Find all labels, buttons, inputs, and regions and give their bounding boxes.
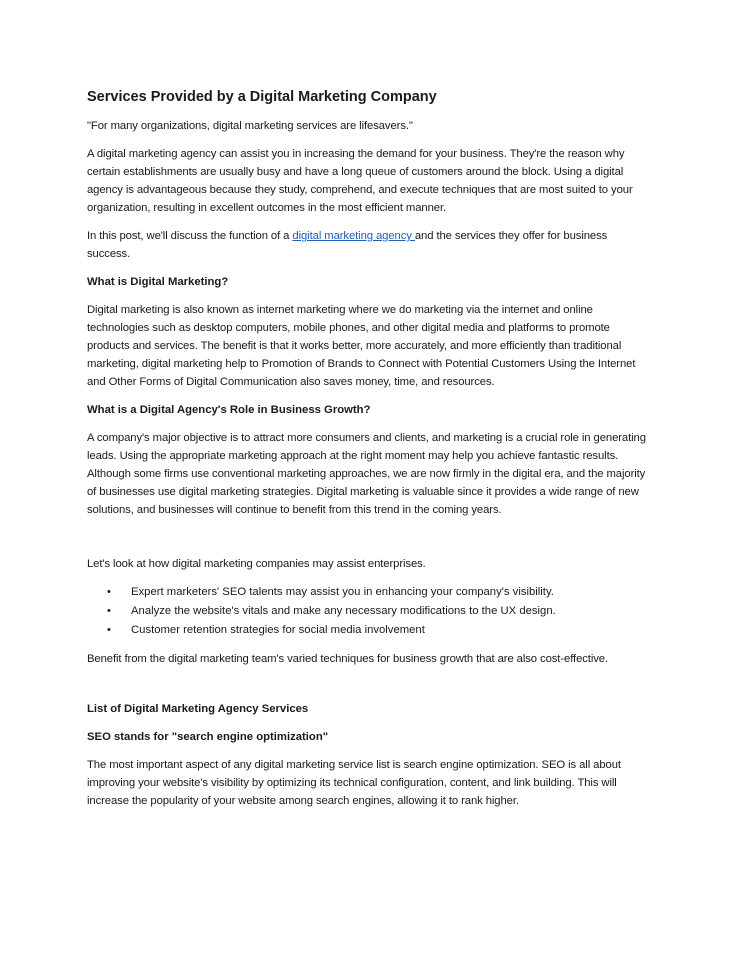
post-intro-paragraph (87, 227, 653, 263)
digital-marketing-agency-link[interactable]: digital marketing agency (292, 230, 415, 242)
role-paragraph: A company's major objective is to attract more consumers and clients, and marketing is a crucial role in generating leads. Using the appropriate marketing approach at the right moment may help you achieve fantastic results. Although some firms use conventional marketing approaches, we are now firmly in the digital era, and the majority of businesses use digital marketing strategies. Digital marketing is valuable since it provides a wide range of new solutions, and businesses will continue to benefit from this trend in the coming years. (87, 432, 646, 516)
list-item: • Customer retention strategies for social media involvement (131, 621, 653, 640)
heading-what-is-digital-marketing: What is Digital Marketing? (87, 276, 229, 288)
list-item: • Analyze the website's vitals and make any necessary modifications to the UX design. (131, 602, 653, 621)
benefit-paragraph: Benefit from the digital marketing team's varied techniques for business growth that are also cost-effective. (87, 653, 609, 665)
heading-agency-role: What is a Digital Agency's Role in Business Growth? (87, 404, 371, 416)
spacer (87, 678, 653, 700)
intro-paragraph: A digital marketing agency can assist you in increasing the demand for your business. They're the reason why certain establishments are usually busy and have a long queue of customers around the block. Using a digital agency is advantageous because they study, comprehend, and execute techniques that are most suited to your organization, resulting in excellent outcomes in the most efficient manner. (87, 148, 633, 214)
document-title: Services Provided by a Digital Marketing Company (87, 89, 437, 105)
spacer (87, 529, 653, 555)
list-item: • Expert marketers' SEO talents may assist you in enhancing your company's visibility. (131, 583, 653, 602)
quote-paragraph: "For many organizations, digital marketing services are lifesavers." (87, 120, 413, 132)
post-intro-text-before: In this post, we'll discuss the function of a (87, 230, 293, 242)
heading-services-list: List of Digital Marketing Agency Services (87, 703, 309, 715)
benefits-list (87, 583, 653, 640)
what-is-paragraph: Digital marketing is also known as internet marketing where we do marketing via the internet and online technologies such as desktop computers, mobile phones, and other digital media and platforms to promote products and services. The benefit is that it works better, more accurately, and more efficiently than traditional marketing, digital marketing help to Promotion of Brands to Connect with Potential Customers Using the Internet and Other Forms of Digital Communication also saves money, time, and resources. (87, 304, 636, 388)
heading-seo: SEO stands for "search engine optimization" (87, 731, 329, 743)
post-intro-text-after: and the services they offer for business success. (87, 230, 608, 260)
seo-paragraph: The most important aspect of any digital marketing service list is search engine optimization. SEO is all about improving your website's visibility by optimizing its technical configuration, content, and link building. This will increase the popularity of your website among search engines, allowing it to rank higher. (87, 759, 621, 807)
lets-look-paragraph: Let's look at how digital marketing companies may assist enterprises. (87, 558, 426, 570)
